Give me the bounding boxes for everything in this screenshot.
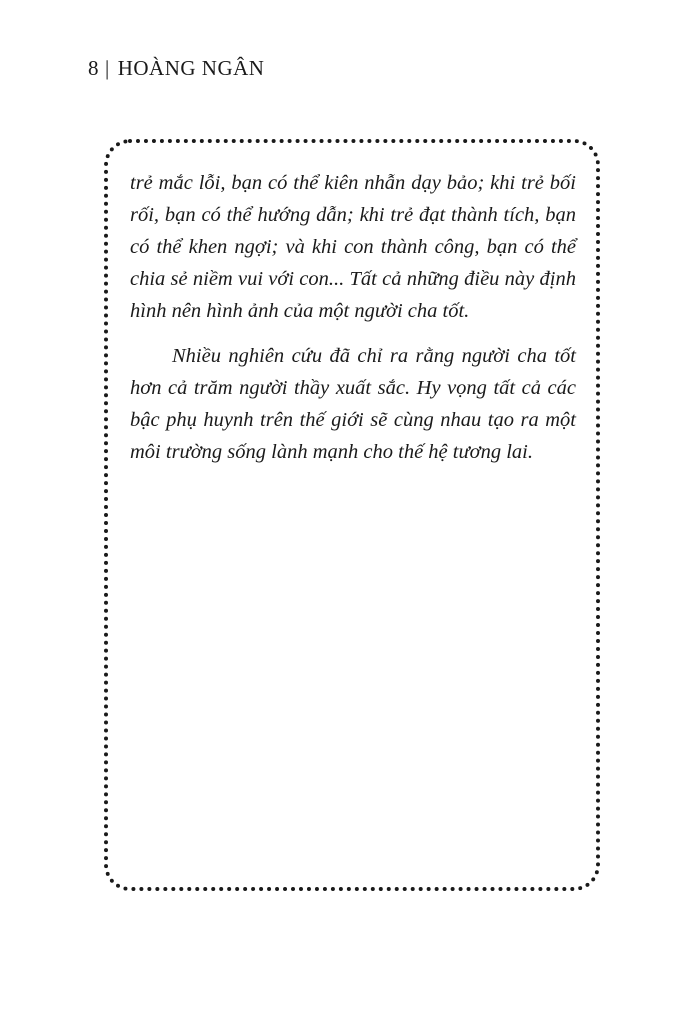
paragraph-continued: trẻ mắc lỗi, bạn có thể kiên nhẫn dạy bảo; khi trẻ bối rối, bạn có thể hướng dẫn; khi trẻ đạt thành tích, bạn có thể khen ngợi; và khi con thành công, bạn có thể chia sẻ niềm vui với con... Tất cả những điều này định hình nên hình ảnh của một người cha tốt. — [130, 172, 576, 322]
header-separator: | — [105, 56, 110, 80]
paragraph: Nhiều nghiên cứu đã chỉ ra rằng người cha tốt hơn cả trăm người thầy xuất sắc. Hy vọng tất cả các bậc phụ huynh trên thế giới sẽ cùng nhau tạo ra một môi trường sống lành mạnh cho thế hệ tương lai. — [130, 345, 576, 463]
author-name: HOÀNG NGÂN — [117, 56, 265, 80]
page-number: 8 — [88, 56, 99, 80]
running-header — [88, 54, 264, 82]
body-text — [130, 167, 576, 468]
